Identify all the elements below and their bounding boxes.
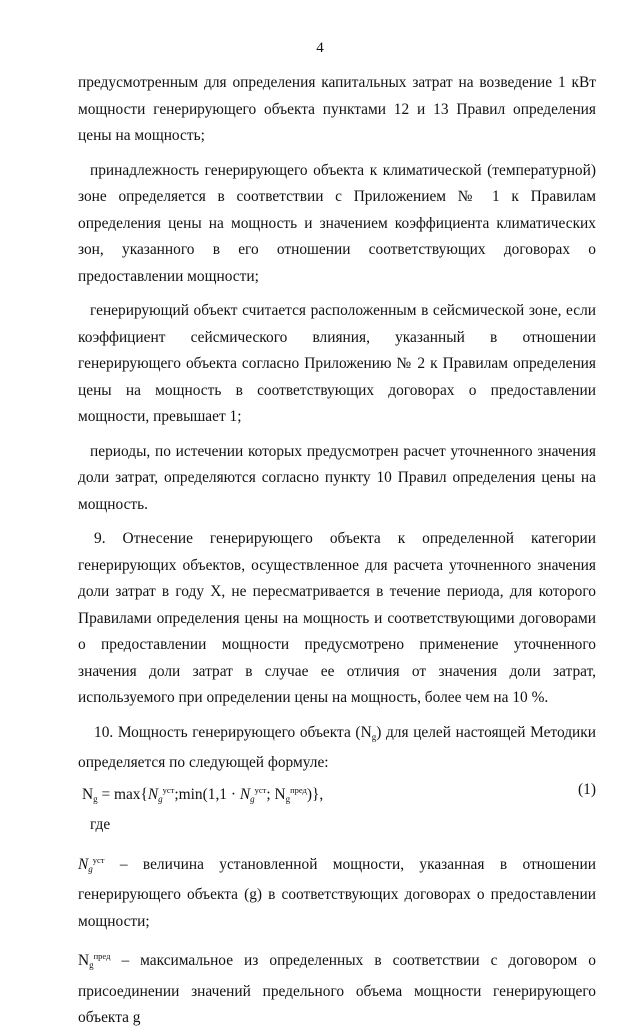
- paragraph-item-10: 10. Мощность генерирующего объекта $(N_g)$ для целей настоящей Методики определяется по следующей формуле:: [78, 723, 596, 771]
- paragraph-continuation: предусмотренным для определения капитальных затрат на возведение 1 кВт мощности генерирующего объекта пунктами 12 и 13 Правил определения цены на мощность;: [78, 74, 596, 144]
- paragraph-climatic-zone: принадлежность генерирующего объекта к климатической (температурной) зоне определяется в соответствии с Приложением № 1 к Правилам определения цены на мощность и значением коэффициента климатических зон, указанного в его отношении соответствующих договорах о предоставлении мощности;: [78, 161, 596, 285]
- paragraph-periods: периоды, по истечении которых предусмотрен расчет уточненного значения доли затрат, определяются согласно пункту 10 Правил определения цены на мощность.: [78, 442, 596, 513]
- paragraph-seismic-zone: генерирующий объект считается расположенным в сейсмической зоне, если коэффициент сейсмического влияния, указанный в отношении генерирующего объекта согласно Приложению № 2 к Правилам определения цены на мощность в соответствующих договорах о предоставлении мощности, превышает 1;: [78, 302, 596, 425]
- paragraph-item-9: 9. Отнесение генерирующего объекта к определенной категории генерирующих объектов, осуществленное для расчета уточненного значения доли затрат в году X, не пересматривается в течение периода, для которого Правилами определения цены на мощность и соответствующими договорами о предоставлении мощности предусмотрено применение уточненного значения доли затрат в случае ее отличия от значения доли затрат, используемого при определении цены на мощность, более чем на 10 %.: [78, 530, 596, 706]
- where-label: где: [90, 816, 111, 833]
- formula-1: $N_g$ = $\max\{N_g^{уст};\min(1,1 \cdot N_g^{уст}$; $N_g^{пред}$)}, (1): [78, 777, 596, 813]
- page-body: [78, 70, 596, 1032]
- formula-number: (1): [578, 780, 596, 798]
- definition-installed-capacity: $N_g^{уст}$ – величина установленной мощности, указанная в отношении генерирующего объекта (g) в соответствующих договорах о предоставлении мощности;: [78, 854, 596, 930]
- definition-limit-capacity: $N_g^{пред}$ – максимальное из определенных в соответствии с договором о присоединении значений предельного объема мощности генерирующего объекта g: [78, 951, 596, 1026]
- page-number: 4: [316, 40, 324, 56]
